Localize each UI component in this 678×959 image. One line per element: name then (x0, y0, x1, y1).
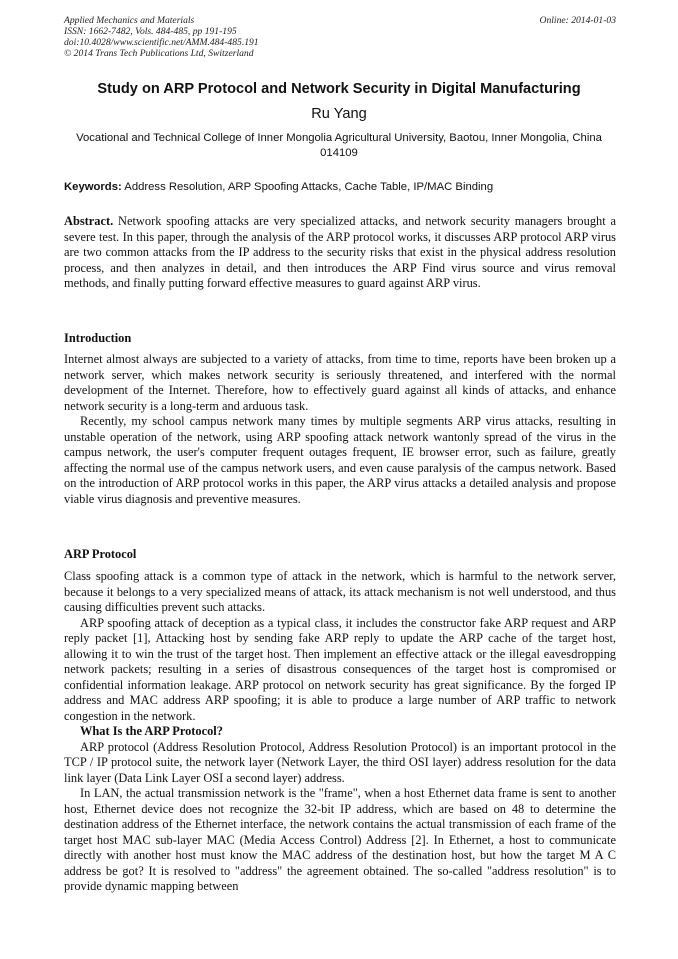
journal-name: Applied Mechanics and Materials (64, 15, 195, 26)
author-affiliation: Vocational and Technical College of Inner Mongolia Agricultural University, Baotou, Inner Mongolia, China 014109 (76, 132, 602, 159)
introduction-section (64, 352, 616, 507)
keywords-text: Address Resolution, ARP Spoofing Attacks, Cache Table, IP/MAC Binding (124, 181, 494, 193)
abstract-label: Abstract. (64, 214, 114, 228)
issn-line: ISSN: 1662-7482, Vols. 484-485, pp 191-195 (64, 26, 237, 37)
arp-protocol-section (64, 569, 616, 895)
introduction-paragraph-2: Recently, my school campus network many times by multiple segments ARP virus attacks, resulting in unstable operation of the network, using ARP spoofing attack network wantonly spread of the virus in the campus network, the user's computer frequent outages frequent, IE browser error, such as failure, greatly affecting the normal use of the campus network users, and even cause paralysis of the campus network. Based on the introduction of ARP protocol works in this paper, the ARP virus attacks a detailed analysis and propose viable virus diagnosis and preventive measures. (64, 414, 616, 506)
copyright-line: © 2014 Trans Tech Publications Ltd, Switzerland (64, 48, 254, 59)
arp-paragraph-2: ARP spoofing attack of deception as a typical class, it includes the constructor fake ARP request and ARP reply packet [1], Attacking host by sending fake ARP reply to update the ARP cache of the target host, allowing it to win the trust of the target host. Then implement an effective attack or the illegal eavesdropping network packets; resulting in a series of disastrous consequences of the target host is compromised or confidential information leakage. ARP protocol on network security has great significance. By the forged IP address and MAC address ARP spoofing; it is able to produce a large number of ARP traffic to network congestion in the network. (64, 615, 616, 723)
introduction-heading: Introduction (64, 331, 132, 345)
doi-line: doi:10.4028/www.scientific.net/AMM.484-485.191 (64, 37, 259, 48)
journal-header (64, 15, 616, 59)
paper-title: Study on ARP Protocol and Network Security in Digital Manufacturing (97, 81, 581, 97)
arp-paragraph-4: In LAN, the actual transmission network is the "frame", when a host Ethernet data frame is sent to another host, Ethernet device does not recognize the 32-bit IP address, which are based on 48 to determine the destination address of the Ethernet interface, the network contains the actual transmission of each frame of the target host MAC sub-layer MAC (Media Access Control) Address [2]. In Ethernet, a host to communicate directly with another host must know the MAC address of the destination host, but how the target M A C address be got? It is resolved to "address" the agreement obtained. The so-called "address resolution" is to provide dynamic mapping between (64, 786, 616, 893)
arp-paragraph-3: ARP protocol (Address Resolution Protocol, Address Resolution Protocol) is an important protocol in the TCP / IP protocol suite, the network layer (Network Layer, the third OSI layer) address resolution for the data link layer (Data Link Layer OSI a second layer) address. (64, 739, 616, 785)
arp-protocol-heading: ARP Protocol (64, 547, 137, 561)
keywords-line (64, 180, 616, 195)
online-date: Online: 2014-01-03 (539, 15, 616, 26)
abstract-text: Network spoofing attacks are very specialized attacks, and network security managers brought a severe test. In this paper, through the analysis of the ARP protocol works, it discusses ARP protocol ARP virus are two common attacks from the IP address to the security risks that exist in the physical address resolution process, and then analyzes in detail, and then introduces the ARP Find virus source and virus removal methods, and finally putting forward effective measures to guard against ARP virus. (64, 214, 616, 290)
what-is-arp-subheading: What Is the ARP Protocol? (80, 724, 223, 738)
keywords-label: Keywords: (64, 181, 122, 193)
arp-paragraph-1: Class spoofing attack is a common type of attack in the network, which is harmful to the network server, because it belongs to a very specialized means of attack, its attack mechanism is not well understood, and thus causing difficulties prevent such attacks. (64, 569, 616, 614)
author-name: Ru Yang (311, 106, 367, 122)
introduction-paragraph-1: Internet almost always are subjected to a variety of attacks, from time to time, reports have been broken up a network server, which makes network security is seriously threatened, and interfered with the normal development of the Internet. Therefore, how to effectively guard against all kinds of attacks, and enhance network security is a long-term and arduous task. (64, 352, 616, 413)
abstract-section (64, 214, 616, 292)
